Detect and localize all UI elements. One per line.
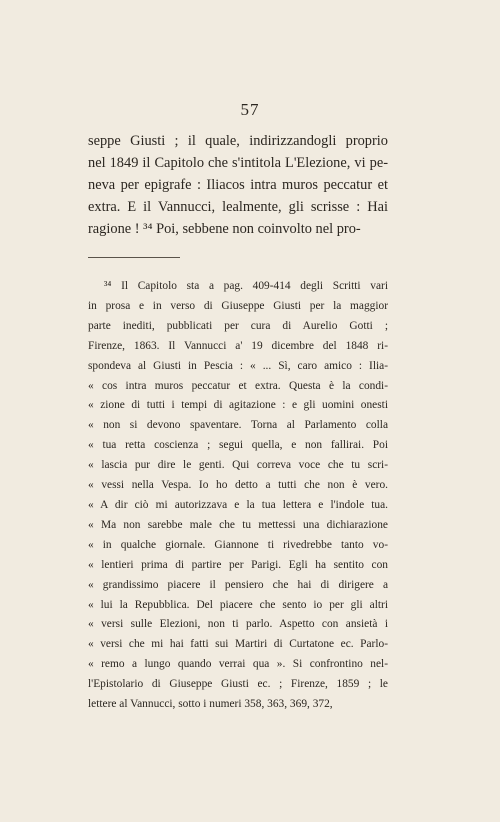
footnote-line: spondeva al Giusti in Pescia : « ... Sì, caro amico : Ilia- (88, 359, 388, 372)
footnote-line: « non si devono spaventare. Torna al Parlamento colla (88, 419, 388, 432)
body-line: seppe Giusti ; il quale, indirizzandogli proprio (88, 133, 388, 149)
footnote-line: « versi sulle Elezioni, non ti parlo. Aspetto con ansietà i (88, 618, 388, 631)
body-line: nel 1849 il Capitolo che s'intitola L'Elezione, vi pe- (88, 155, 388, 171)
footnote-line: « tua retta coscienza ; segui quella, e non fallirai. Poi (88, 439, 388, 452)
body-line: extra. E il Vannucci, lealmente, gli scrisse : Hai (88, 199, 388, 215)
footnote-line: « grandissimo piacere il pensiero che hai di dirigere a (88, 578, 388, 591)
footnote-line: « lascia pur dire le genti. Qui correva voce che tu scri- (88, 459, 388, 472)
footnote-line: « zione di tutti i tempi di agitazione : e gli uomini onesti (88, 399, 388, 412)
footnote-line: « versi che mi hai fatti sui Martiri di Curtatone ec. Parlo- (88, 638, 388, 651)
footnote-line: Firenze, 1863. Il Vannucci a' 19 dicembre del 1848 ri- (88, 339, 388, 352)
footnote-line: « A dir ciò mi autorizzava e la tua lettera e l'indole tua. (88, 498, 388, 511)
footnote-line: parte inediti, pubblicati per cura di Aurelio Gotti ; (88, 319, 388, 332)
footnote-line: « lui la Repubblica. Del piacere che sento io per gli altri (88, 598, 388, 611)
footnote-line: in prosa e in verso di Giuseppe Giusti per la maggior (88, 299, 388, 312)
body-text (88, 130, 388, 240)
footnote-line: « Ma non sarebbe male che tu mettessi una dichiarazione (88, 518, 388, 531)
body-line: ragione ! ³⁴ Poi, sebbene non coinvolto nel pro- (88, 221, 361, 237)
footnote-line: « lentieri prima di partire per Parigi. Egli ha sentito con (88, 558, 388, 571)
footnote-line: « in qualche giornale. Giannone ti rivedrebbe tanto vo- (88, 538, 388, 551)
footnote-line: lettere al Vannucci, sotto i numeri 358, 363, 369, 372, (88, 698, 333, 711)
footnote-divider (88, 257, 180, 258)
page-number: 57 (240, 100, 260, 119)
footnote-line: « cos intra muros peccatur et extra. Questa è la condi- (88, 379, 388, 392)
body-line: neva per epigrafe : Iliacos intra muros peccatur et (88, 177, 388, 193)
footnote-line: l'Epistolario di Giuseppe Giusti ec. ; Firenze, 1859 ; le (88, 678, 388, 691)
footnote (88, 277, 388, 715)
footnote-line: « remo a lungo quando verrai qua ». Si confrontino nel- (88, 658, 388, 671)
footnote-line: ³⁴ Il Capitolo sta a pag. 409-414 degli Scritti vari (104, 280, 388, 292)
footnote-line: « vessi nella Vespa. Io ho detto a tutti che non è vero. (88, 479, 388, 492)
